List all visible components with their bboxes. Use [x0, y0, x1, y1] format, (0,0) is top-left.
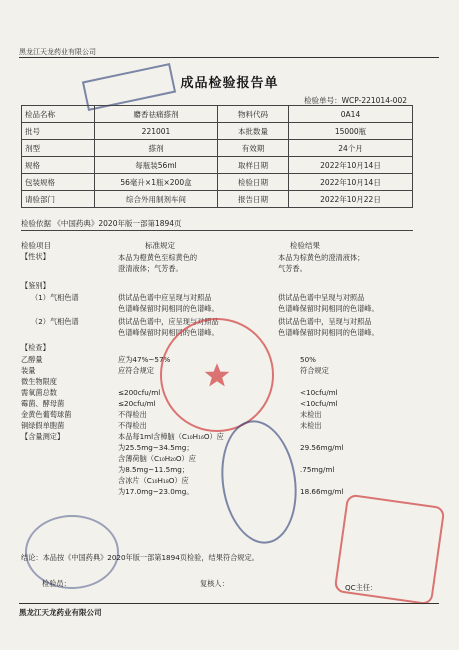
- info-label-2: 有效期: [218, 140, 289, 157]
- info-value-2: 2022年10月14日: [289, 174, 413, 191]
- check-results: 50% 符合规定 <10cfu/ml <10cfu/ml 未检出 未检出 29.56mg/ml .75mg/ml 18.66mg/ml: [300, 355, 344, 496]
- info-value-2: 2022年10月22日: [289, 191, 413, 208]
- info-row: [22, 140, 413, 157]
- identification-title: 【鉴别】: [21, 281, 50, 290]
- info-label: 请验部门: [22, 191, 95, 208]
- reviewer-label: 复核人：: [200, 579, 229, 588]
- info-value-2: 2022年10月14日: [289, 157, 413, 174]
- quality-department-stamp: [160, 318, 274, 432]
- info-row: [22, 157, 413, 174]
- info-label: 包装规格: [22, 174, 95, 191]
- qc-label: QC主任：: [345, 583, 378, 592]
- info-label: 批号: [22, 123, 95, 140]
- identification-1: （1）气相色谱: [31, 293, 79, 302]
- identification-2: （2）气相色谱: [31, 317, 79, 326]
- info-value: 综合外用制剂车间: [95, 191, 218, 208]
- traits-result: 本品为棕黄色的澄清液体； 气芳香。: [278, 253, 365, 273]
- check-items: 乙醇量 装量 微生物限度 需氧菌总数 霉菌、酵母菌 金黄色葡萄球菌 铜绿假单胞菌 【含量测定】: [21, 355, 72, 441]
- info-label-2: 检验日期: [218, 174, 289, 191]
- info-value: 221001: [95, 123, 218, 140]
- info-value-2: 24个月: [289, 140, 413, 157]
- identification-2-standard: 供试品色谱中，应呈现与对照品 色谱峰保留时间相同的色谱峰。: [118, 317, 219, 337]
- info-row: [22, 106, 413, 123]
- star-icon: [204, 362, 230, 388]
- info-row: [22, 191, 413, 208]
- col-standard-header: 标准规定: [145, 241, 175, 250]
- traits-standard: 本品为橙黄色至棕黄色的 澄清液体；气芳香。: [118, 253, 198, 273]
- info-row: [22, 174, 413, 191]
- info-label-2: 报告日期: [218, 191, 289, 208]
- info-value: 56毫升×1瓶×200盒: [95, 174, 218, 191]
- header-divider: [19, 57, 439, 58]
- inspector-label: 检验员：: [42, 579, 71, 588]
- basis-divider: [21, 230, 413, 231]
- info-value: 搽剂: [95, 140, 218, 157]
- info-value: 每瓶装56ml: [95, 157, 218, 174]
- info-label-2: 取样日期: [218, 157, 289, 174]
- footer-divider: [19, 603, 439, 604]
- info-row: [22, 123, 413, 140]
- traits-title: 【性状】: [21, 252, 50, 261]
- check-title: 【检查】: [21, 343, 50, 352]
- header-company: 黑龙江天龙药业有限公司: [19, 48, 96, 56]
- identification-2-result: 供试品色谱中，呈现与对照品 色谱峰保留时间相同的色谱峰。: [278, 317, 379, 337]
- footer-company: 黑龙江天龙药业有限公司: [19, 608, 102, 617]
- info-table: [21, 105, 413, 208]
- col-result-header: 检验结果: [290, 241, 320, 250]
- info-label-2: 本批数量: [218, 123, 289, 140]
- info-label: 检品名称: [22, 106, 95, 123]
- quality-management-stamp: [214, 415, 305, 548]
- report-number: 检验单号：WCP-221014-002: [304, 96, 407, 105]
- info-value-2: 15000瓶: [289, 123, 413, 140]
- info-label: 剂型: [22, 140, 95, 157]
- info-value-2: 0A14: [289, 106, 413, 123]
- info-label: 规格: [22, 157, 95, 174]
- identification-1-standard: 供试品色谱中应呈现与对照品 色谱峰保留时间相同的色谱峰。: [118, 293, 219, 313]
- col-item-header: 检验项目: [21, 241, 51, 250]
- conclusion: 结论：本品按《中国药典》2020年版一部第1894页检验，结果符合规定。: [21, 553, 259, 562]
- info-label-2: 物料代码: [218, 106, 289, 123]
- check-standards: 应为47%~57% 应符合规定 ≤200cfu/ml ≤20cfu/ml 不得检出 不得检出 本品每1ml含樟脑（C₁₀H₁₆O）应 为25.5mg~34.5mg； 含薄荷脑（C₁₀H₂₀O）应 为8.5mg~11.5mg； 含冰片（C₁₀H₁₈O）应 为17.0mg~23.0mg。: [118, 355, 224, 496]
- identification-1-result: 供试品色谱中呈现与对照品 色谱峰保留时间相同的色谱峰。: [278, 293, 379, 313]
- page-title: 成品检验报告单: [180, 76, 279, 91]
- info-value: 麝香祛痛搽剂: [95, 106, 218, 123]
- test-basis: 检验依据 《中国药典》2020年版一部第1894页: [21, 219, 182, 228]
